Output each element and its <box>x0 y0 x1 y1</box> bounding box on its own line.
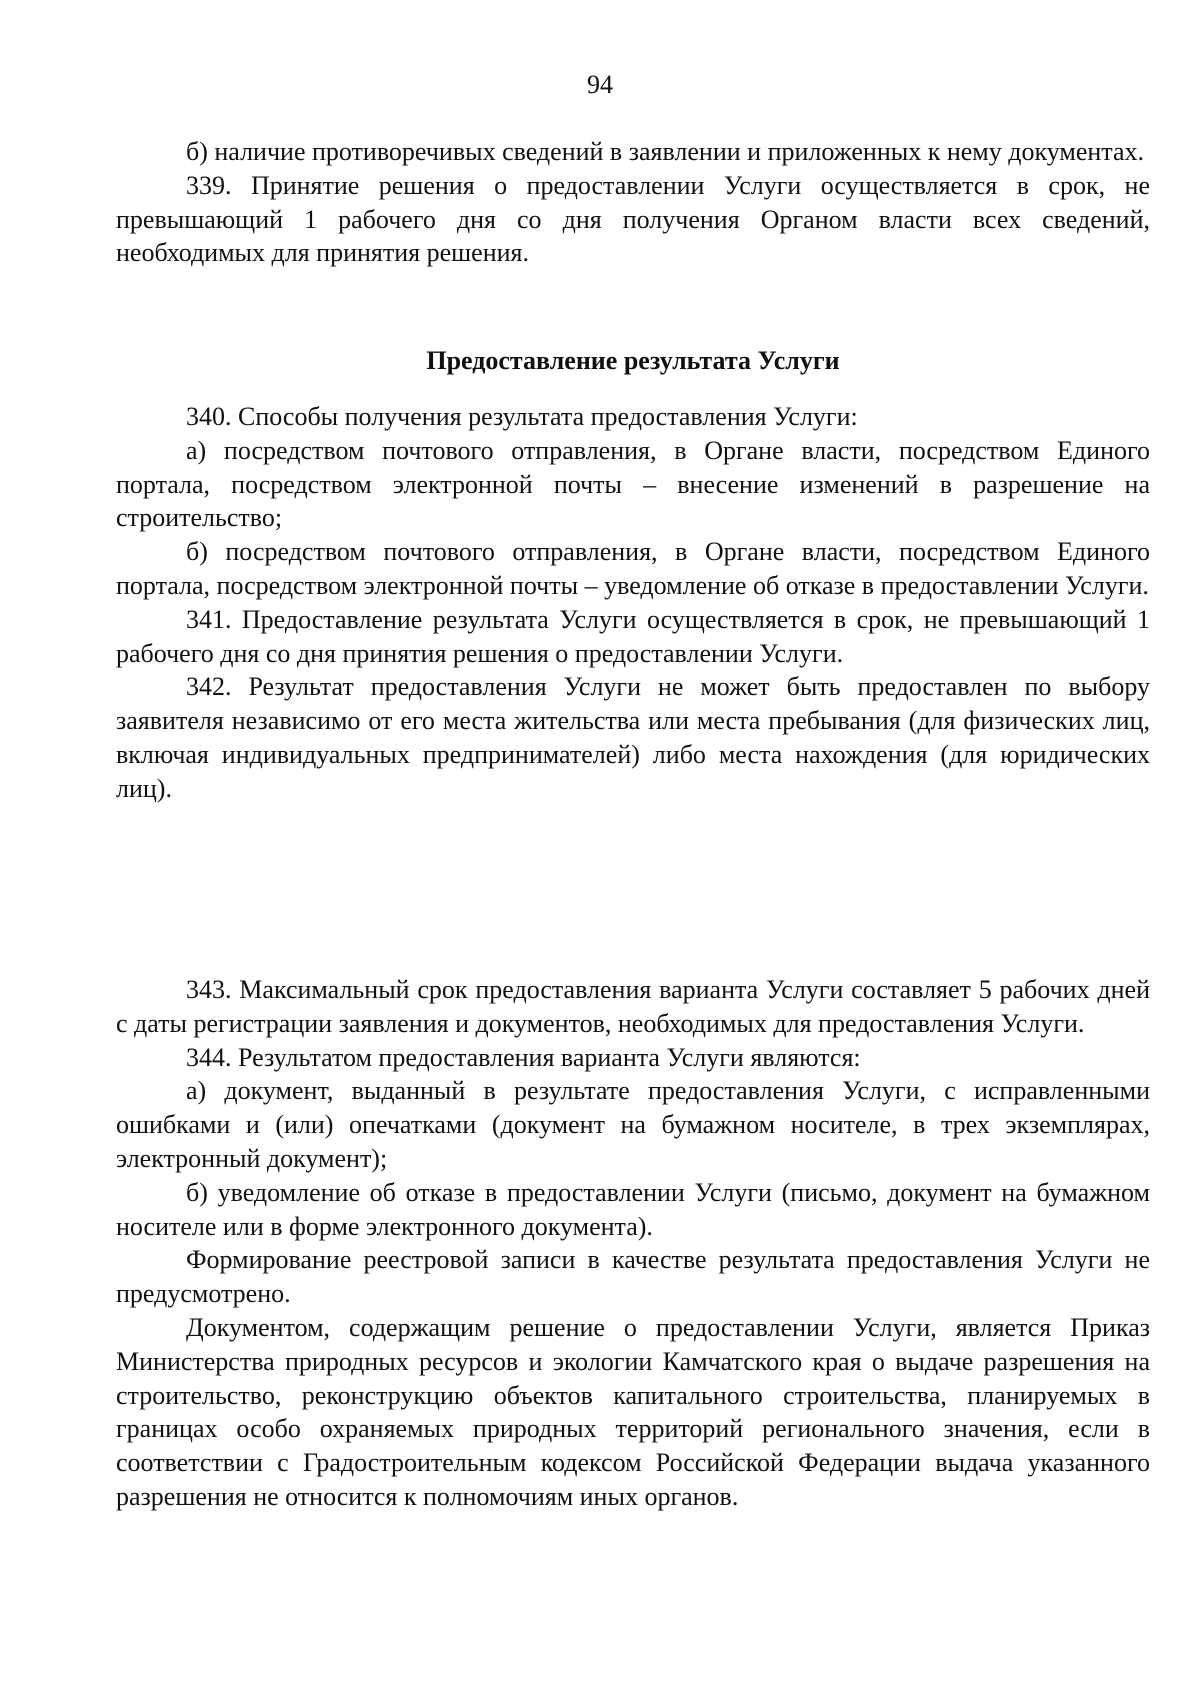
section-heading-block <box>116 344 1150 378</box>
paragraph-340-a: а) посредством почтового отправления, в Органе власти, посредством Единого портала, посредством электронной почты – внесение изменений в разрешение на строительство; <box>116 435 1150 533</box>
paragraph-342: 342. Результат предоставления Услуги не может быть предоставлен по выбору заявителя независимо от его места жительства или места пребывания (для физических лиц, включая индивидуальных предпринимателей) либо места нахождения (для юридических лиц). <box>116 672 1150 803</box>
paragraph-340-b: б) посредством почтового отправления, в Органе власти, посредством Единого портала, посредством электронной почты – уведомление об отказе в предоставлении Услуги. <box>116 537 1150 600</box>
paragraph-b-contradictory: б) наличие противоречивых сведений в заявлении и приложенных к нему документах. <box>186 137 1145 166</box>
paragraph-339: 339. Принятие решения о предоставлении Услуги осуществляется в срок, не превышающий 1 рабочего дня со дня получения Органом власти всех сведений, необходимых для принятия решения. <box>116 170 1150 268</box>
bottom-section <box>116 973 1150 1514</box>
section-heading: Предоставление результата Услуги <box>426 346 840 375</box>
paragraph-340: 340. Способы получения результата предоставления Услуги: <box>186 402 858 431</box>
page-number: 94 <box>587 70 613 99</box>
paragraph-344-b: б) уведомление об отказе в предоставлении Услуги (письмо, документ на бумажном носителе или в форме электронного документа). <box>116 1177 1150 1241</box>
paragraph-343: 343. Максимальный срок предоставления варианта Услуги составляет 5 рабочих дней с даты регистрации заявления и документов, необходимых для предоставления Услуги. <box>116 975 1150 1038</box>
paragraph-344: 344. Результатом предоставления варианта Услуги являются: <box>186 1042 861 1072</box>
paragraph-344-a: а) документ, выданный в результате предоставления Услуги, с исправленными ошибками и (или) опечатками (документ на бумажном носителе, в трех экземплярах, электронный документ); <box>116 1076 1150 1173</box>
paragraph-341: 341. Предоставление результата Услуги осуществляется в срок, не превышающий 1 рабочего дня со дня принятия решения о предоставлении Услуги. <box>116 604 1150 668</box>
middle-section <box>116 400 1150 806</box>
paragraph-registry-record: Формирование реестровой записи в качестве результата предоставления Услуги не предусмотрено. <box>116 1245 1150 1309</box>
top-section <box>116 135 1150 270</box>
paragraph-decision-document: Документом, содержащим решение о предоставлении Услуги, является Приказ Министерства природных ресурсов и экологии Камчатского края о выдаче разрешения на строительство, реконструкцию объектов капитального строительства, планируемых в границах особо охраняемых природных территорий регионального значения, если в соответствии с Градостроительным кодексом Российской Федерации выдача указанного разрешения не относится к полномочиям иных органов. <box>116 1312 1150 1511</box>
